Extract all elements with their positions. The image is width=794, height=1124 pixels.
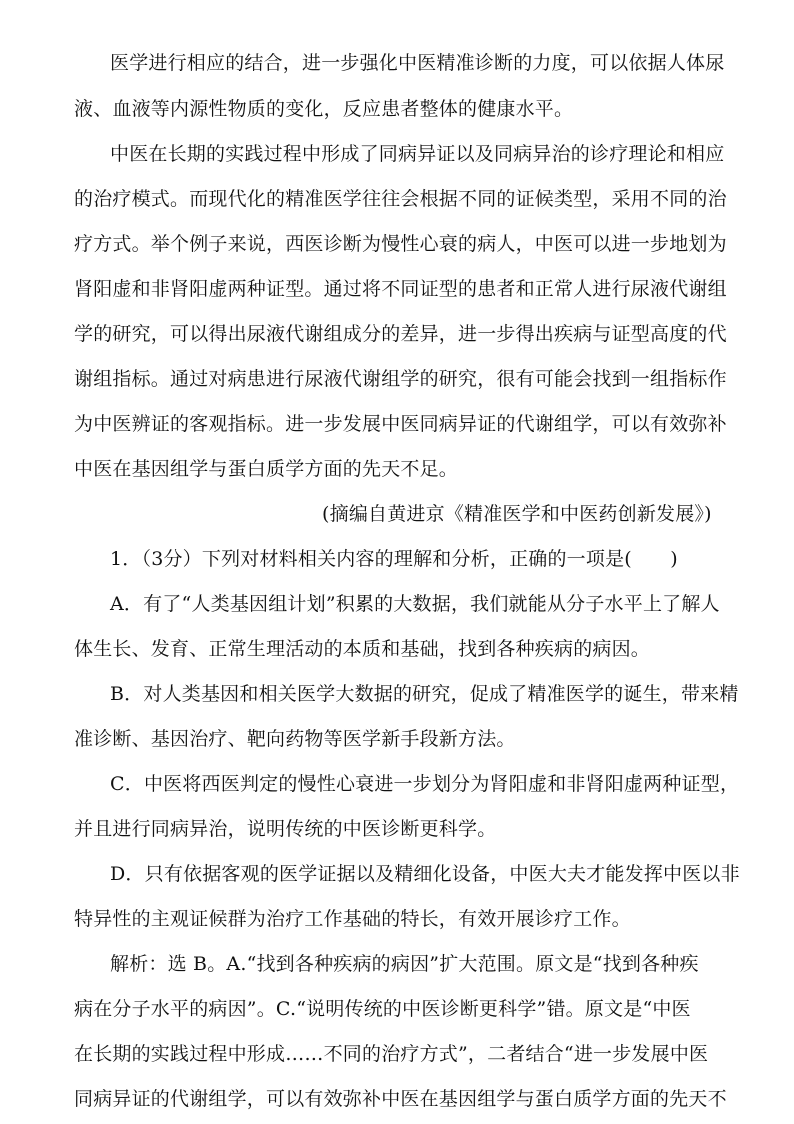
source-citation: (摘编自黄进京《精准医学和中医药创新发展》): [322, 503, 712, 525]
paragraph-2-line-3: 疗方式。举个例子来说，西医诊断为慢性心衰的病人，中医可以进一步地划为: [74, 233, 727, 255]
option-a-line-1: A．有了“人类基因组计划”积累的大数据，我们就能从分子水平上了解人: [110, 593, 720, 615]
option-b-line-2: 准诊断、基因治疗、靶向药物等医学新手段新方法。: [74, 728, 516, 750]
paragraph-1-line-1: 医学进行相应的结合，进一步强化中医精准诊断的力度，可以依据人体尿: [110, 52, 725, 74]
paragraph-1-line-2: 液、血液等内源性物质的变化，反应患者整体的健康水平。: [74, 98, 574, 120]
paragraph-2-line-4: 肾阳虚和非肾阳虚两种证型。通过将不同证型的患者和正常人进行尿液代谢组: [74, 278, 727, 300]
paragraph-2-line-5: 学的研究，可以得出尿液代谢组成分的差异，进一步得出疾病与证型高度的代: [74, 323, 727, 345]
paragraph-2-line-6: 谢组指标。通过对病患进行尿液代谢组学的研究，很有可能会找到一组指标作: [74, 368, 727, 390]
option-c-line-2: 并且进行同病异治，说明传统的中医诊断更科学。: [74, 818, 497, 840]
question-stem: 1．（3分）下列对材料相关内容的理解和分析，正确的一项是( ): [110, 548, 678, 570]
paragraph-2-line-7: 为中医辨证的客观指标。进一步发展中医同病异证的代谢组学，可以有效弥补: [74, 413, 727, 435]
option-d-line-2: 特异性的主观证候群为治疗工作基础的特长，有效开展诊疗工作。: [74, 908, 631, 930]
option-c-line-1: C．中医将西医判定的慢性心衰进一步划分为肾阳虚和非肾阳虚两种证型，: [110, 773, 740, 795]
paragraph-2-line-1: 中医在长期的实践过程中形成了同病异证以及同病异治的诊疗理论和相应: [110, 143, 725, 165]
option-d-line-1: D．只有依据客观的医学证据以及精细化设备，中医大夫才能发挥中医以非: [110, 863, 740, 885]
option-b-line-1: B．对人类基因和相关医学大数据的研究，促成了精准医学的诞生，带来精: [110, 683, 739, 705]
analysis-line-1: 解析：选 B。A.“找到各种疾病的病因”扩大范围。原文是“找到各种疾: [110, 953, 699, 975]
paragraph-2-line-8: 中医在基因组学与蛋白质学方面的先天不足。: [74, 458, 459, 480]
option-a-line-2: 体生长、发育、正常生理活动的本质和基础，找到各种疾病的病因。: [74, 638, 651, 660]
analysis-line-4: 同病异证的代谢组学，可以有效弥补中医在基因组学与蛋白质学方面的先天不: [74, 1088, 727, 1110]
analysis-line-2: 病在分子水平的病因”。C.“说明传统的中医诊断更科学”错。原文是“中医: [74, 998, 691, 1020]
paragraph-2-line-2: 的治疗模式。而现代化的精准医学往往会根据不同的证候类型，采用不同的治: [74, 188, 727, 210]
analysis-line-3: 在长期的实践过程中形成……不同的治疗方式”，二者结合“进一步发展中医: [74, 1043, 709, 1065]
